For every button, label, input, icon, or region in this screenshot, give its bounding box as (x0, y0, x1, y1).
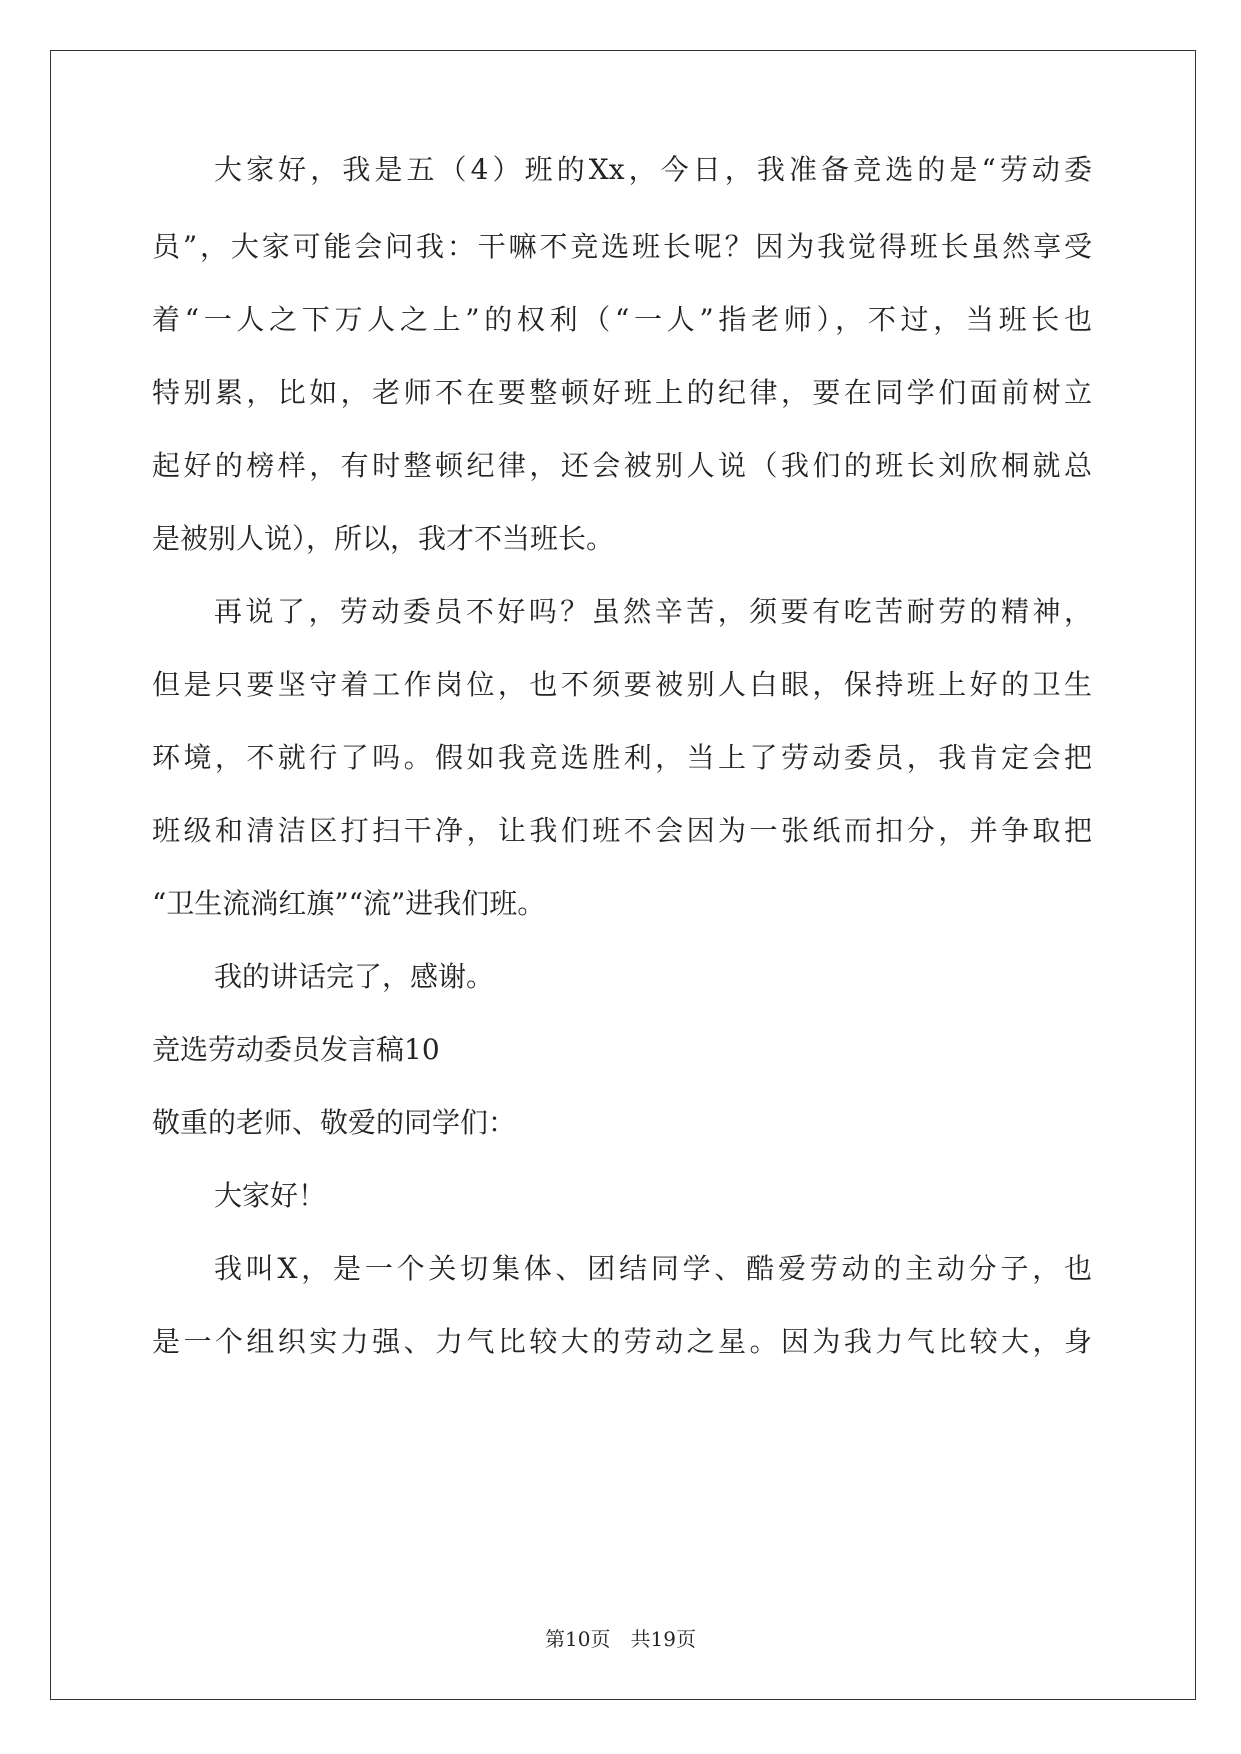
text-line: 我叫X，是一个关切集体、团结同学、酷爱劳动的主动分子，也 (214, 1252, 1092, 1285)
greeting: 大家好！ (214, 1179, 327, 1212)
text-line: 大家好，我是五（4）班的Xx，今日，我准备竞选的是“劳动委 (214, 153, 1092, 186)
text-line: 是被别人说），所以，我才不当班长。 (152, 522, 615, 555)
text-line: 我的讲话完了，感谢。 (214, 960, 495, 993)
text-line: 着“一人之下万人之上”的权利（“一人”指老师），不过，当班长也 (152, 303, 1092, 336)
salutation: 敬重的老师、敬爱的同学们： (152, 1106, 517, 1139)
text-line: 再说了，劳动委员不好吗？虽然辛苦，须要有吃苦耐劳的精神， (214, 595, 1092, 628)
page-border (50, 50, 1196, 1700)
text-line: 起好的榜样，有时整顿纪律，还会被别人说（我们的班长刘欣桐就总 (152, 449, 1092, 482)
page-number-footer: 第10页 共19页 (545, 1627, 696, 1651)
text-line: 是一个组织实力强、力气比较大的劳动之星。因为我力气比较大，身 (152, 1325, 1092, 1358)
text-line: 环境，不就行了吗。假如我竞选胜利，当上了劳动委员，我肯定会把 (152, 741, 1092, 774)
text-line: 特别累，比如，老师不在要整顿好班上的纪律，要在同学们面前树立 (152, 376, 1092, 409)
text-line: 员”，大家可能会问我：干嘛不竞选班长呢？因为我觉得班长虽然享受 (152, 230, 1092, 263)
section-title: 竞选劳动委员发言稿10 (152, 1033, 440, 1066)
text-line: “卫生流淌红旗”“流”进我们班。 (152, 887, 546, 920)
text-line: 但是只要坚守着工作岗位，也不须要被别人白眼，保持班上好的卫生 (152, 668, 1092, 701)
text-line: 班级和清洁区打扫干净，让我们班不会因为一张纸而扣分，并争取把 (152, 814, 1092, 847)
